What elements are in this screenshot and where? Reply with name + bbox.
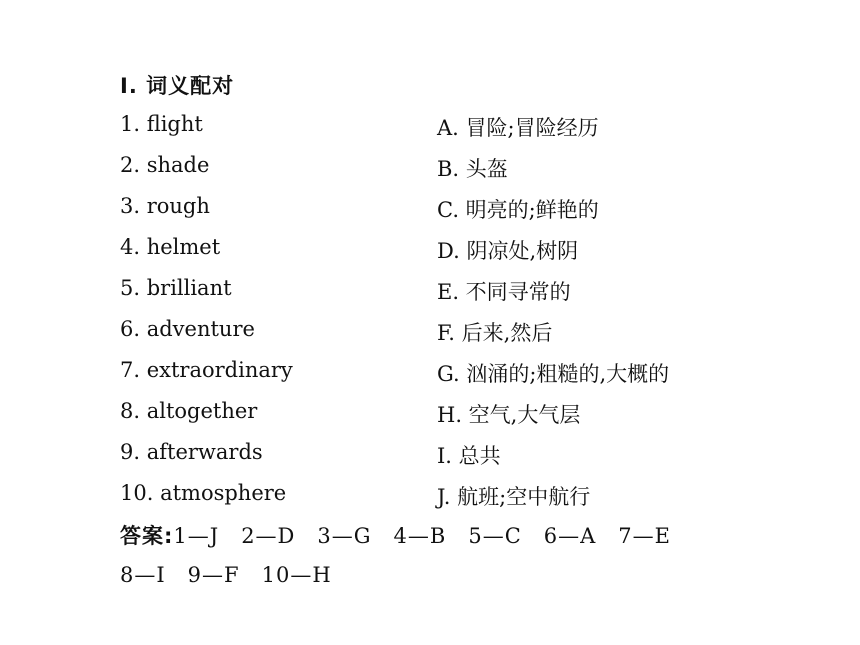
word-meaning: H. 空气,大气层	[437, 403, 581, 427]
answers-label: 答案:	[120, 524, 174, 548]
answer-item: 2—D	[241, 524, 296, 548]
word-term: 2. shade	[120, 153, 210, 177]
word-row	[0, 235, 860, 267]
word-row	[0, 358, 860, 390]
word-term: 10. atmosphere	[120, 481, 287, 505]
answer-item: 8—I	[120, 563, 166, 587]
word-term: 4. helmet	[120, 235, 221, 259]
answer-item: 5—C	[468, 524, 522, 548]
word-term: 9. afterwards	[120, 440, 263, 464]
answer-item: 4—B	[393, 524, 447, 548]
word-term: 6. adventure	[120, 317, 255, 341]
answer-item: 7—E	[618, 524, 671, 548]
word-meaning: C. 明亮的;鲜艳的	[437, 198, 599, 222]
word-term: 5. brilliant	[120, 276, 232, 300]
word-row	[0, 153, 860, 185]
answers-line	[120, 563, 354, 587]
word-row	[0, 194, 860, 226]
word-term: 7. extraordinary	[120, 358, 293, 382]
word-row	[0, 481, 860, 513]
word-row	[0, 112, 860, 144]
answer-item: 9—F	[187, 563, 240, 587]
word-meaning: J. 航班;空中航行	[437, 485, 591, 509]
word-row	[0, 399, 860, 431]
word-meaning: B. 头盔	[437, 157, 508, 181]
word-row	[0, 440, 860, 472]
word-meaning: F. 后来,然后	[437, 321, 553, 345]
answer-item: 10—H	[261, 563, 332, 587]
word-meaning: A. 冒险;冒险经历	[437, 116, 599, 140]
word-meaning: E. 不同寻常的	[437, 280, 571, 304]
section-title: Ⅰ. 词义配对	[120, 74, 235, 98]
answer-item: 1—J	[173, 524, 220, 548]
word-meaning: D. 阴凉处,树阴	[437, 239, 579, 263]
word-row	[0, 276, 860, 308]
answer-item: 3—G	[317, 524, 372, 548]
answer-item: 6—A	[543, 524, 597, 548]
word-row	[0, 317, 860, 349]
word-term: 3. rough	[120, 194, 210, 218]
word-meaning: I. 总共	[437, 444, 501, 468]
word-term: 1. flight	[120, 112, 203, 136]
word-meaning: G. 汹涌的;粗糙的,大概的	[437, 362, 670, 386]
word-term: 8. altogether	[120, 399, 258, 423]
answers-line	[120, 520, 693, 550]
